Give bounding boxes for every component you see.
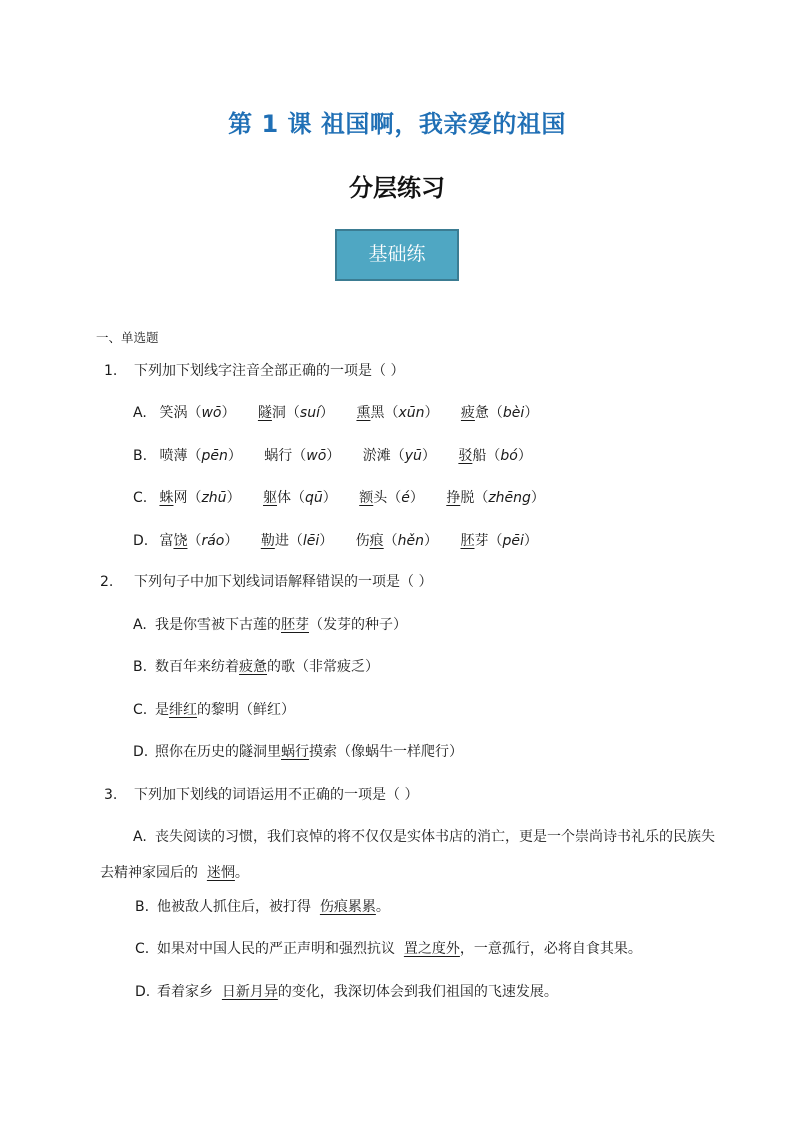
level-badge: 基础练 xyxy=(335,229,459,281)
option-item: 挣脱（zhēng） xyxy=(446,490,545,506)
question-stem: 下列加下划线字注音全部正确的一项是（ ） xyxy=(134,363,405,379)
option-item: 额头（é） xyxy=(359,490,424,506)
option-item: 伤痕（hěn） xyxy=(355,533,439,549)
option-item: 蛛网（zhū） xyxy=(159,490,241,506)
option-label: B. xyxy=(133,659,148,675)
page-subtitle: 分层练习 xyxy=(349,174,445,202)
option-label: C. xyxy=(135,941,150,957)
question-number: 1. xyxy=(104,363,118,379)
question-number: 3. xyxy=(104,787,118,803)
question-2 xyxy=(100,572,432,592)
q2-option-c: C. 是绯红的黎明（鲜红） xyxy=(133,702,295,718)
option-label: C. xyxy=(133,490,148,506)
option-label: B. xyxy=(133,448,148,464)
option-item: 蜗行（wō） xyxy=(264,448,341,464)
q1-option-c xyxy=(133,488,563,508)
option-label: A. xyxy=(133,829,147,845)
q1-option-a xyxy=(133,403,556,423)
option-item: 驳船（bó） xyxy=(458,448,532,464)
option-item: 躯体（qū） xyxy=(263,490,337,506)
option-item: 疲惫（bèi） xyxy=(460,405,539,421)
question-stem: 下列句子中加下划线词语解释错误的一项是（ ） xyxy=(134,574,433,590)
q2-option-b: B. 数百年来纺着疲惫的歌（非常疲乏） xyxy=(133,659,379,675)
question-3 xyxy=(104,785,418,805)
option-item: 喷薄（pēn） xyxy=(159,448,242,464)
q2-option-a: A. 我是你雪被下古莲的胚芽（发芽的种子） xyxy=(133,617,407,633)
q2-option-d: D. 照你在历史的隧洞里蜗行摸索（像蜗牛一样爬行） xyxy=(133,744,463,760)
option-label: B. xyxy=(135,899,150,915)
option-item: 勒进（lēi） xyxy=(260,533,334,549)
option-item: 笑涡（wō） xyxy=(159,405,236,421)
option-label: A. xyxy=(133,405,147,421)
question-number: 2. xyxy=(100,574,114,590)
q3-option-d: D. 看着家乡 日新月异的变化，我深切体会到我们祖国的飞速发展。 xyxy=(135,984,558,1000)
option-label: A. xyxy=(133,617,147,633)
question-1 xyxy=(104,361,404,381)
option-label: D. xyxy=(135,984,151,1000)
q1-option-d xyxy=(133,531,556,551)
q3-option-b: B. 他被敌人抓住后，被打得 伤痕累累。 xyxy=(135,899,390,915)
question-stem: 下列加下划线的词语运用不正确的一项是（ ） xyxy=(134,787,419,803)
option-item: 隧洞（suí） xyxy=(257,405,334,421)
q3-option-c: C. 如果对中国人民的严正声明和强烈抗议 置之度外，一意孤行，必将自食其果。 xyxy=(135,941,642,957)
option-item: 熏黑（xūn） xyxy=(356,405,439,421)
option-label: D. xyxy=(133,744,149,760)
q3-option-a-cont: 去精神家园后的 迷惘。 xyxy=(100,865,249,881)
option-label: D. xyxy=(133,533,149,549)
option-item: 淤滩（yū） xyxy=(362,448,436,464)
q3-option-a: A. 丧失阅读的习惯，我们哀悼的将不仅仅是实体书店的消亡，更是一个崇尚诗书礼乐的民族失 xyxy=(133,829,715,845)
option-label: C. xyxy=(133,702,148,718)
option-item: 富饶（ráo） xyxy=(159,533,239,549)
option-item: 胚芽（pēi） xyxy=(460,533,538,549)
section-heading: 一、单选题 xyxy=(96,330,159,345)
q1-option-b xyxy=(133,446,550,466)
lesson-title: 第 1 课 祖国啊，我亲爱的祖国 xyxy=(228,110,566,138)
